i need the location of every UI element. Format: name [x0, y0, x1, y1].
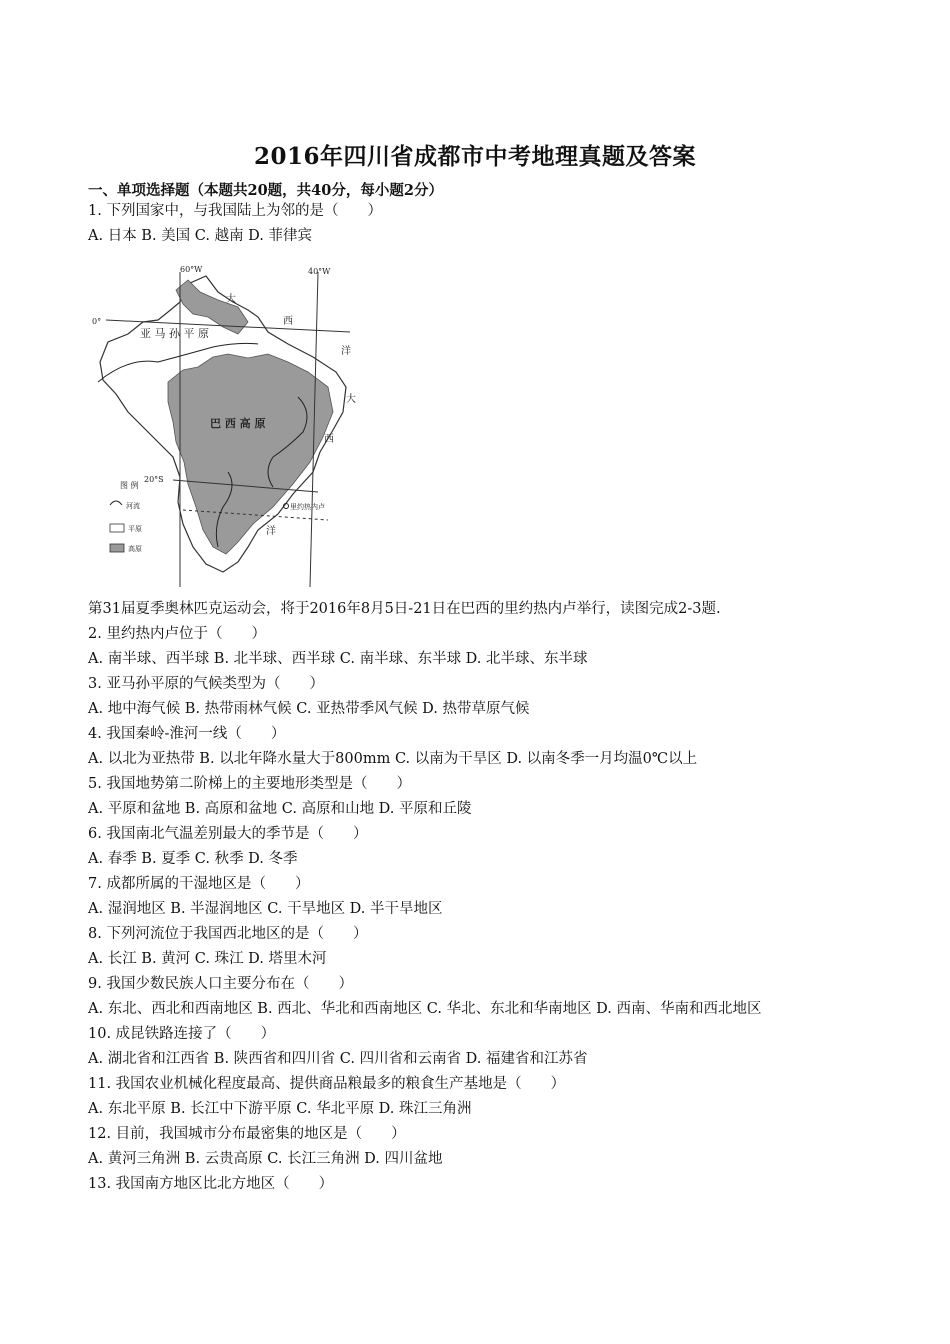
question-line: 9. 我国少数民族人口主要分布在（ ） [88, 976, 353, 992]
lat-20s-label: 20°S [144, 475, 164, 484]
brazil-map [88, 262, 373, 587]
answer-line: A. 东北、西北和西南地区 B. 西北、华北和西南地区 C. 华北、东北和华南地区 D. 西南、华南和西北地区 [88, 1001, 762, 1017]
legend-title: 图 例 [120, 481, 139, 490]
question-line: 8. 下列河流位于我国西北地区的是（ ） [88, 926, 368, 942]
answer-line: A. 平原和盆地 B. 高原和盆地 C. 高原和山地 D. 平原和丘陵 [88, 801, 472, 817]
question-line: 1. 下列国家中，与我国陆上为邻的是（ ） [88, 203, 382, 219]
ocean-char-3: 洋 [341, 346, 351, 357]
answer-line: A. 以北为亚热带 B. 以北年降水量大于800mm C. 以南为干旱区 D. 以南冬季一月均温0℃以上 [88, 751, 698, 767]
question-block-bottom [88, 597, 868, 1197]
ocean-char-6: 洋 [266, 526, 276, 537]
answer-line: A. 地中海气候 B. 热带雨林气候 C. 亚热带季风气候 D. 热带草原气候 [88, 701, 530, 717]
passage-line: 第31届夏季奥林匹克运动会，将于2016年8月5日-21日在巴西的里约热内卢举行，读图完成2-3题. [88, 601, 721, 617]
ocean-char-4: 大 [346, 394, 356, 405]
question-line: 13. 我国南方地区比北方地区（ ） [88, 1176, 334, 1192]
ocean-char-5: 西 [324, 434, 334, 445]
lon-40w-label: 40°W [308, 267, 331, 276]
legend-plateau-label: 高原 [128, 545, 142, 553]
question-line: 4. 我国秦岭-淮河一线（ ） [88, 726, 286, 742]
legend-plateau-icon [110, 544, 124, 552]
lon-60w-label: 60°W [180, 265, 203, 274]
page-title: 2016年四川省成都市中考地理真题及答案 [253, 143, 696, 170]
question-line: 6. 我国南北气温差别最大的季节是（ ） [88, 826, 368, 842]
section-heading: 一、单项选择题（本题共20题，共40分，每小题2分） [88, 182, 443, 199]
question-block-top [88, 199, 868, 249]
plateau-label: 巴 西 高 原 [210, 417, 266, 430]
legend-plain-icon [110, 524, 124, 532]
answer-line: A. 湖北省和江西省 B. 陕西省和四川省 C. 四川省和云南省 D. 福建省和江苏省 [88, 1051, 588, 1067]
question-line: 7. 成都所属的干湿地区是（ ） [88, 876, 310, 892]
legend-river-label: 河流 [126, 502, 140, 510]
question-line: 3. 亚马孙平原的气候类型为（ ） [88, 676, 324, 692]
ocean-char-1: 大 [226, 294, 236, 305]
answer-line: A. 日本 B. 美国 C. 越南 D. 菲律宾 [88, 228, 313, 244]
amazon-label-1: 亚 马 孙 平 原 [140, 327, 209, 340]
legend-plain-label: 平原 [128, 525, 142, 533]
answer-line: A. 东北平原 B. 长江中下游平原 C. 华北平原 D. 珠江三角洲 [88, 1101, 472, 1117]
answer-line: A. 长江 B. 黄河 C. 珠江 D. 塔里木河 [88, 951, 327, 967]
question-line: 5. 我国地势第二阶梯上的主要地形类型是（ ） [88, 776, 411, 792]
rio-label: 里约热内卢 [290, 503, 325, 511]
question-line: 12. 目前，我国城市分布最密集的地区是（ ） [88, 1126, 406, 1142]
answer-line: A. 湿润地区 B. 半湿润地区 C. 干旱地区 D. 半干旱地区 [88, 901, 443, 917]
legend-river-icon [110, 501, 122, 505]
answer-line: A. 黄河三角洲 B. 云贵高原 C. 长江三角洲 D. 四川盆地 [88, 1151, 443, 1167]
lat-0-label: 0° [92, 317, 102, 326]
question-line: 2. 里约热内卢位于（ ） [88, 626, 266, 642]
ocean-char-2: 西 [283, 316, 293, 327]
answer-line: A. 南半球、西半球 B. 北半球、西半球 C. 南半球、东半球 D. 北半球、东半球 [88, 651, 588, 667]
question-line: 10. 成昆铁路连接了（ ） [88, 1026, 276, 1042]
question-line: 11. 我国农业机械化程度最高、提供商品粮最多的粮食生产基地是（ ） [88, 1076, 566, 1092]
answer-line: A. 春季 B. 夏季 C. 秋季 D. 冬季 [88, 851, 298, 867]
